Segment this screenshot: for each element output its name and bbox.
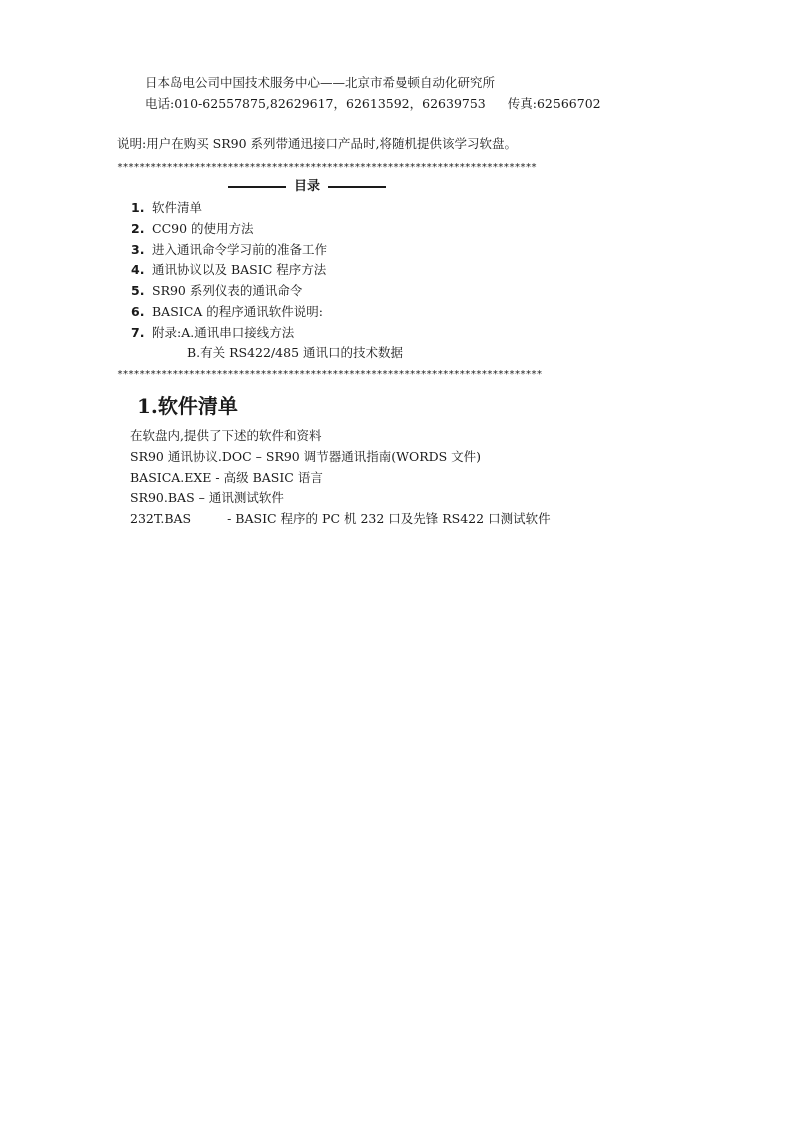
toc-sub-item: B.有关 RS422/485 通讯口的技术数据 — [187, 345, 404, 360]
file-name: 232T.BAS — [130, 511, 192, 527]
file-name: SR90 通讯协议.DOC — [130, 448, 252, 464]
file-desc: – SR90 调节器通讯指南(WORDS 文件) — [255, 448, 482, 464]
toc-list — [131, 200, 327, 346]
toc-item — [131, 262, 327, 283]
file-name: SR90.BAS — [130, 490, 195, 506]
toc-item-text: SR90 系列仪表的通讯命令 — [152, 283, 303, 299]
toc-item — [131, 221, 327, 242]
toc-item — [131, 283, 327, 304]
toc-item — [131, 304, 327, 325]
note-text: 说明:用户在购买 SR90 系列带通迅接口产品时,将随机提供该学习软盘。 — [117, 136, 518, 151]
file-name: BASICA.EXE — [130, 469, 212, 485]
file-desc: – 通讯测试软件 — [198, 490, 284, 506]
contact-line — [145, 96, 601, 112]
section-intro: 在软盘内,提供了下述的软件和资料 — [130, 428, 322, 443]
toc-item-text: BASICA 的程序通讯软件说明: — [152, 303, 323, 319]
toc-item-number: 1. — [131, 200, 145, 215]
toc-rule-left — [228, 186, 286, 188]
file-entry — [130, 470, 551, 491]
toc-item-number: 6. — [131, 303, 145, 319]
section-title: 1.软件清单 — [137, 394, 238, 418]
file-entry — [130, 449, 551, 470]
toc-item — [131, 325, 327, 346]
toc-item — [131, 242, 327, 263]
toc-title — [228, 179, 386, 195]
toc-item-number: 4. — [131, 262, 145, 278]
toc-item-text: 通讯协议以及 BASIC 程序方法 — [152, 262, 327, 278]
toc-item-number: 3. — [131, 241, 145, 257]
toc-item-text: 附录:A.通讯串口接线方法 — [152, 324, 295, 340]
company-line: 日本岛电公司中国技术服务中心——北京市希曼顿自动化研究所 — [145, 75, 496, 90]
separator-bottom: ***************************************************************************** — [117, 369, 543, 380]
toc-rule-right — [328, 186, 386, 188]
toc-item-text: CC90 的使用方法 — [152, 220, 254, 236]
toc-item-text: 软件清单 — [152, 200, 203, 215]
toc-item-number: 2. — [131, 220, 145, 236]
separator-top: **************************************************************************** — [117, 162, 537, 173]
toc-title-text: 目录 — [294, 179, 321, 194]
file-desc: - BASIC 程序的 PC 机 232 口及先锋 RS422 口测试软件 — [227, 511, 551, 527]
phone-numbers: 电话:010-62557875,82629617，62613592，62639753 — [145, 96, 486, 111]
toc-item — [131, 200, 327, 221]
toc-item-number: 7. — [131, 324, 145, 340]
file-list — [130, 428, 551, 532]
file-entry — [130, 511, 551, 532]
file-desc: - 高级 BASIC 语言 — [215, 469, 323, 485]
file-entry — [130, 490, 551, 511]
fax-number: 传真:62566702 — [507, 96, 601, 111]
toc-item-number: 5. — [131, 283, 145, 299]
toc-item-text: 进入通讯命令学习前的准备工作 — [152, 241, 328, 257]
